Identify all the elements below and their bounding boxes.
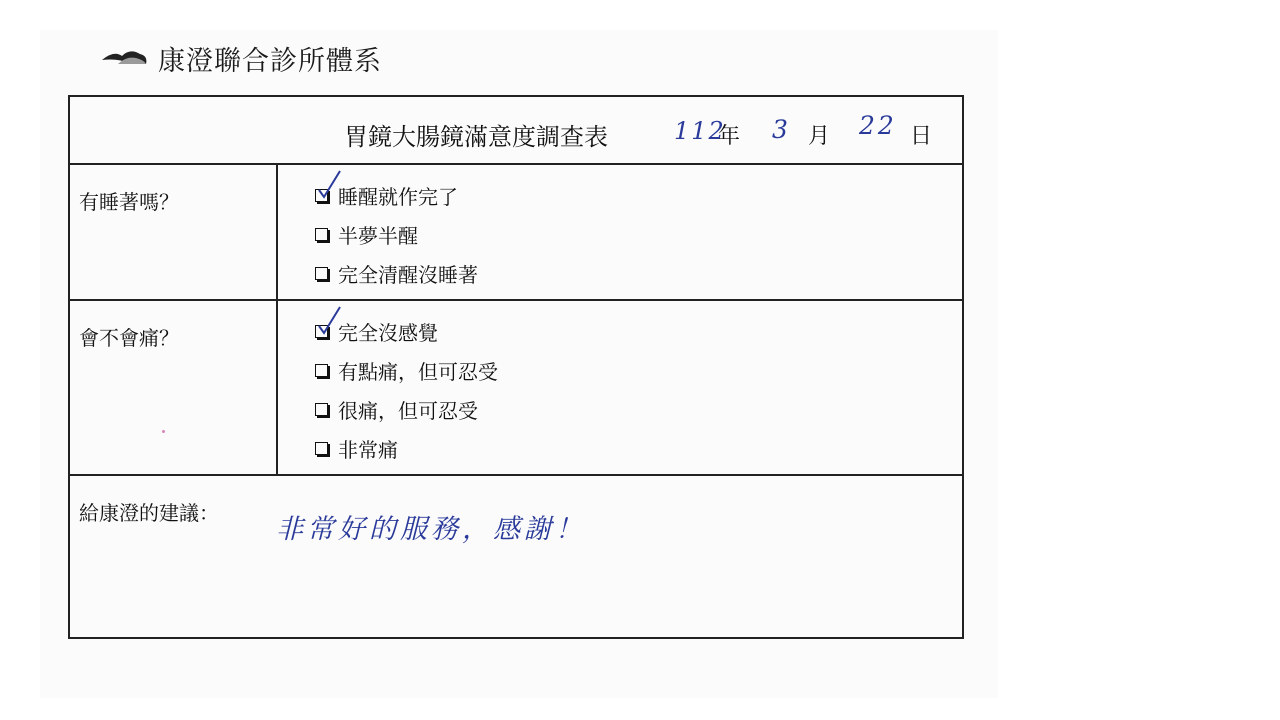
option-sleep-1[interactable] xyxy=(315,181,458,210)
organization-name: 康澄聯合診所體系 xyxy=(158,45,382,77)
option-label: 半夢半醒 xyxy=(338,224,418,248)
checkmark-icon xyxy=(318,306,344,340)
option-pain-4[interactable] xyxy=(315,434,398,463)
option-label: 完全清醒沒睡著 xyxy=(338,263,478,287)
question-label: 會不會痛？ xyxy=(79,326,179,350)
date-year-label: 年 xyxy=(718,124,741,149)
title-row xyxy=(70,97,962,165)
date-day-value: 22 xyxy=(859,111,897,140)
checkbox[interactable] xyxy=(315,267,328,280)
checkbox[interactable] xyxy=(315,442,328,455)
column-divider xyxy=(276,165,278,299)
question-label: 有睡著嗎？ xyxy=(79,190,179,214)
option-pain-3[interactable] xyxy=(315,395,478,424)
suggestion-label: 給康澄的建議： xyxy=(79,501,219,525)
option-pain-2[interactable] xyxy=(315,356,498,385)
option-label: 睡醒就作完了 xyxy=(338,185,458,209)
column-divider xyxy=(276,301,278,474)
survey-form xyxy=(68,95,964,639)
checkmark-icon xyxy=(318,170,344,204)
checkbox[interactable] xyxy=(315,325,328,338)
form-title: 胃鏡大腸鏡滿意度調查表 xyxy=(344,123,608,151)
option-label: 非常痛 xyxy=(338,438,398,462)
question-sleep xyxy=(70,165,962,301)
date-day-label: 日 xyxy=(910,124,933,149)
date-year-value: 112 xyxy=(674,117,726,145)
cloud-swoosh-icon xyxy=(100,46,148,70)
checkbox[interactable] xyxy=(315,228,328,241)
question-pain xyxy=(70,301,962,476)
option-label: 很痛，但可忍受 xyxy=(338,399,478,423)
option-label: 完全沒感覺 xyxy=(338,321,438,345)
checkbox[interactable] xyxy=(315,189,328,202)
ink-speck xyxy=(162,430,165,433)
checkbox[interactable] xyxy=(315,364,328,377)
checkbox[interactable] xyxy=(315,403,328,416)
option-pain-1[interactable] xyxy=(315,317,438,346)
date-month-value: 3 xyxy=(772,115,788,144)
option-label: 有點痛，但可忍受 xyxy=(338,360,498,384)
date-month-label: 月 xyxy=(808,124,831,149)
organization-header xyxy=(100,38,382,78)
suggestion-handwritten: 非常好的服務，感謝！ xyxy=(276,514,586,545)
option-sleep-2[interactable] xyxy=(315,220,418,249)
option-sleep-3[interactable] xyxy=(315,259,478,288)
